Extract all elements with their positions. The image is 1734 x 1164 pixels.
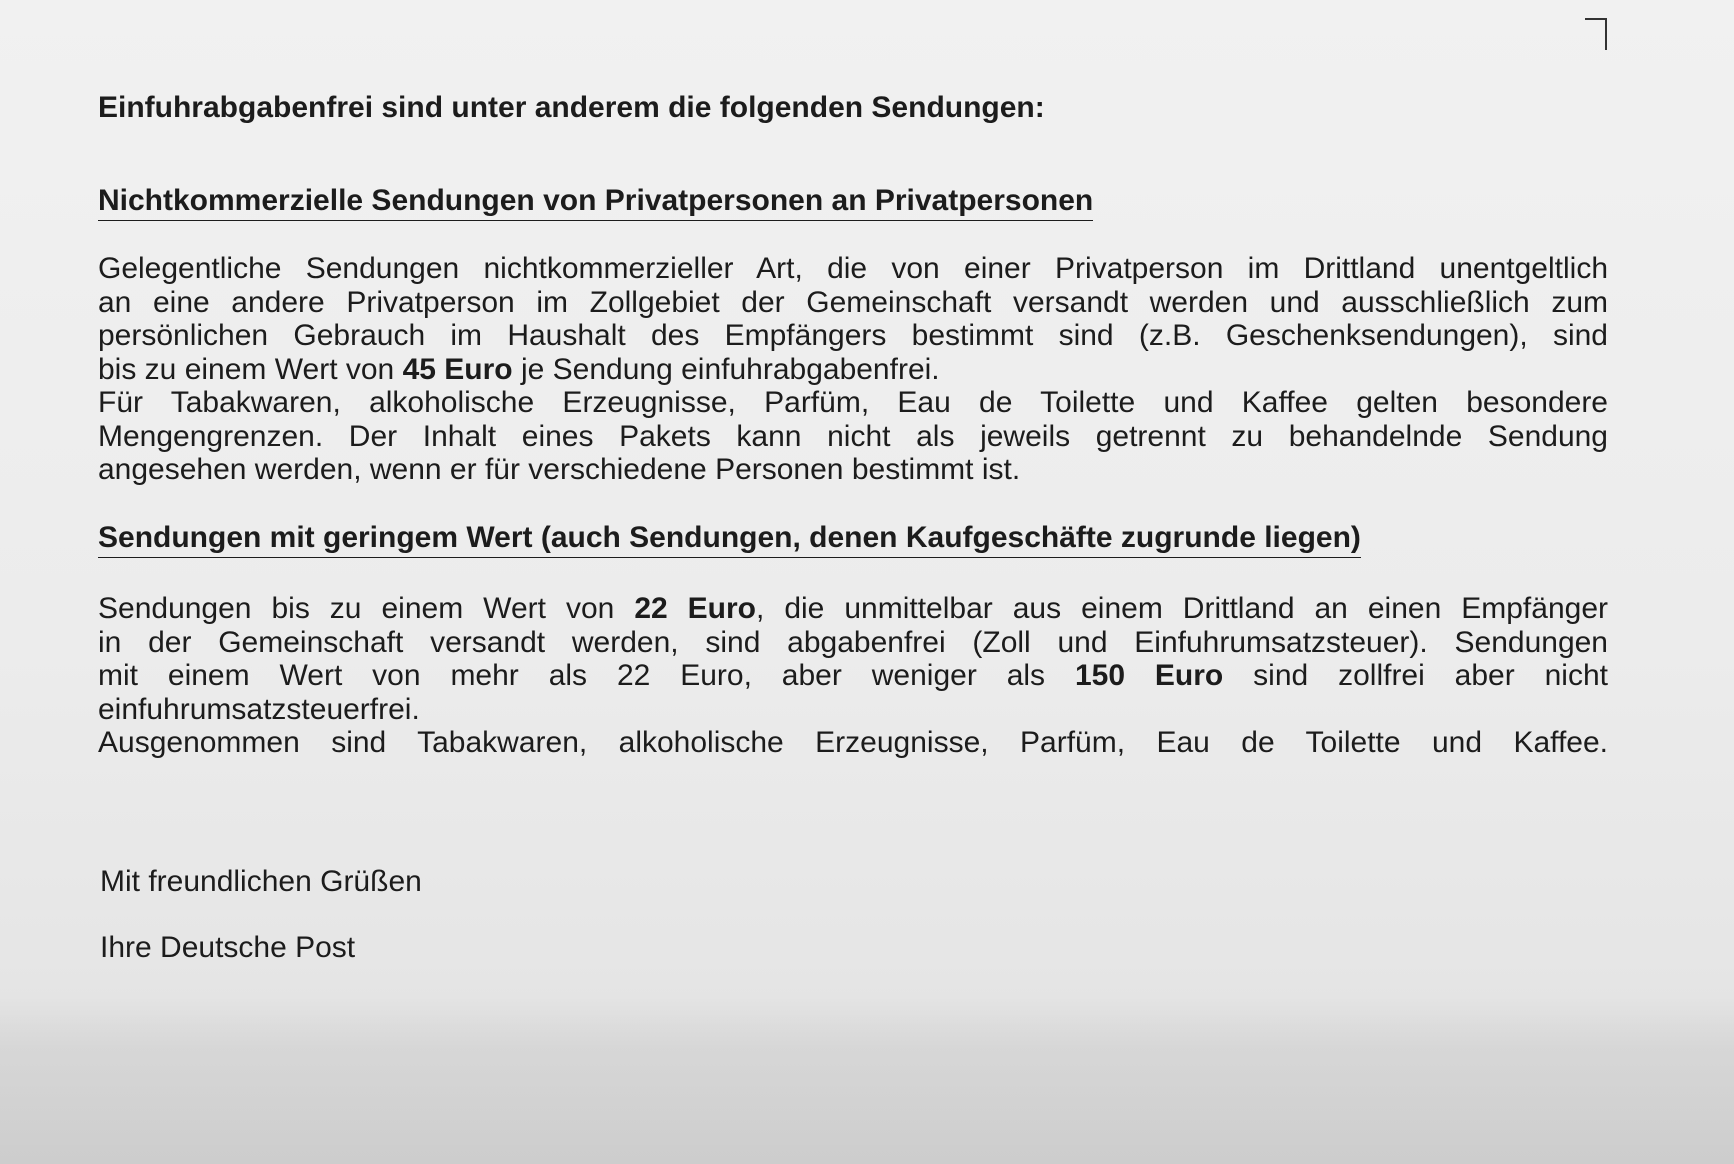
paragraph-line: persönlichen Gebrauch im Haushalt des Empfängers bestimmt sind (z.B. Geschenksendungen), sind — [98, 319, 1608, 352]
paragraph-line: Ausgenommen sind Tabakwaren, alkoholische Erzeugnisse, Parfüm, Eau de Toilette und Kaffee. — [98, 726, 1608, 759]
section-title-low-value-shipments: Sendungen mit geringem Wert (auch Sendungen, denen Kaufgeschäfte zugrunde liegen) — [98, 521, 1361, 558]
paragraph-line — [98, 659, 1608, 693]
crop-corner-mark — [1585, 18, 1607, 50]
value-limit-22-euro: 22 Euro — [634, 592, 757, 625]
paragraph-line: an eine andere Privatperson im Zollgebiet der Gemeinschaft versandt werden und ausschließlich zum — [98, 285, 1608, 319]
paragraph-line: Mengengrenzen. Der Inhalt eines Pakets kann nicht als jeweils getrennt zu behandelnde Sendung — [98, 419, 1608, 453]
closing-greeting: Mit freundlichen Grüßen — [100, 865, 422, 898]
paragraph-line — [98, 353, 1608, 387]
section-title-private-shipments: Nichtkommerzielle Sendungen von Privatpersonen an Privatpersonen — [98, 184, 1093, 221]
value-limit-150-euro: 150 Euro — [1074, 659, 1224, 692]
paragraph-text: Sendungen bis zu einem Wert von — [98, 592, 635, 625]
paragraph-text: je Sendung einfuhrabgabenfrei. — [512, 352, 940, 386]
paragraph-line: einfuhrumsatzsteuerfrei. — [98, 692, 420, 726]
paragraph-line — [98, 592, 1608, 626]
paragraph-line: in der Gemeinschaft versandt werden, sind abgabenfrei (Zoll und Einfuhrumsatzsteuer). Sendungen — [98, 625, 1608, 659]
paragraph-text: , die unmittelbar aus einem Drittland an einen Empfänger — [756, 592, 1608, 625]
paragraph-text: mit einem Wert von mehr als 22 Euro, aber weniger als — [98, 659, 1075, 692]
closing-signature: Ihre Deutsche Post — [100, 931, 356, 964]
paper-shadow — [0, 995, 1734, 1164]
value-limit-45-euro: 45 Euro — [402, 352, 513, 386]
paragraph-text: bis zu einem Wert von — [98, 352, 403, 386]
paragraph-line: Für Tabakwaren, alkoholische Erzeugnisse, Parfüm, Eau de Toilette und Kaffee gelten besondere — [98, 386, 1608, 419]
document-heading: Einfuhrabgabenfrei sind unter anderem die folgenden Sendungen: — [98, 91, 1045, 124]
low-value-shipments-paragraph — [98, 592, 1608, 760]
private-shipments-paragraph — [98, 252, 1608, 487]
paragraph-line: Gelegentliche Sendungen nichtkommerzieller Art, die von einer Privatperson im Drittland unentgeltlich — [98, 252, 1608, 285]
paragraph-line: angesehen werden, wenn er für verschiedene Personen bestimmt ist. — [98, 453, 1021, 486]
paragraph-text: sind zollfrei aber nicht — [1223, 659, 1608, 692]
